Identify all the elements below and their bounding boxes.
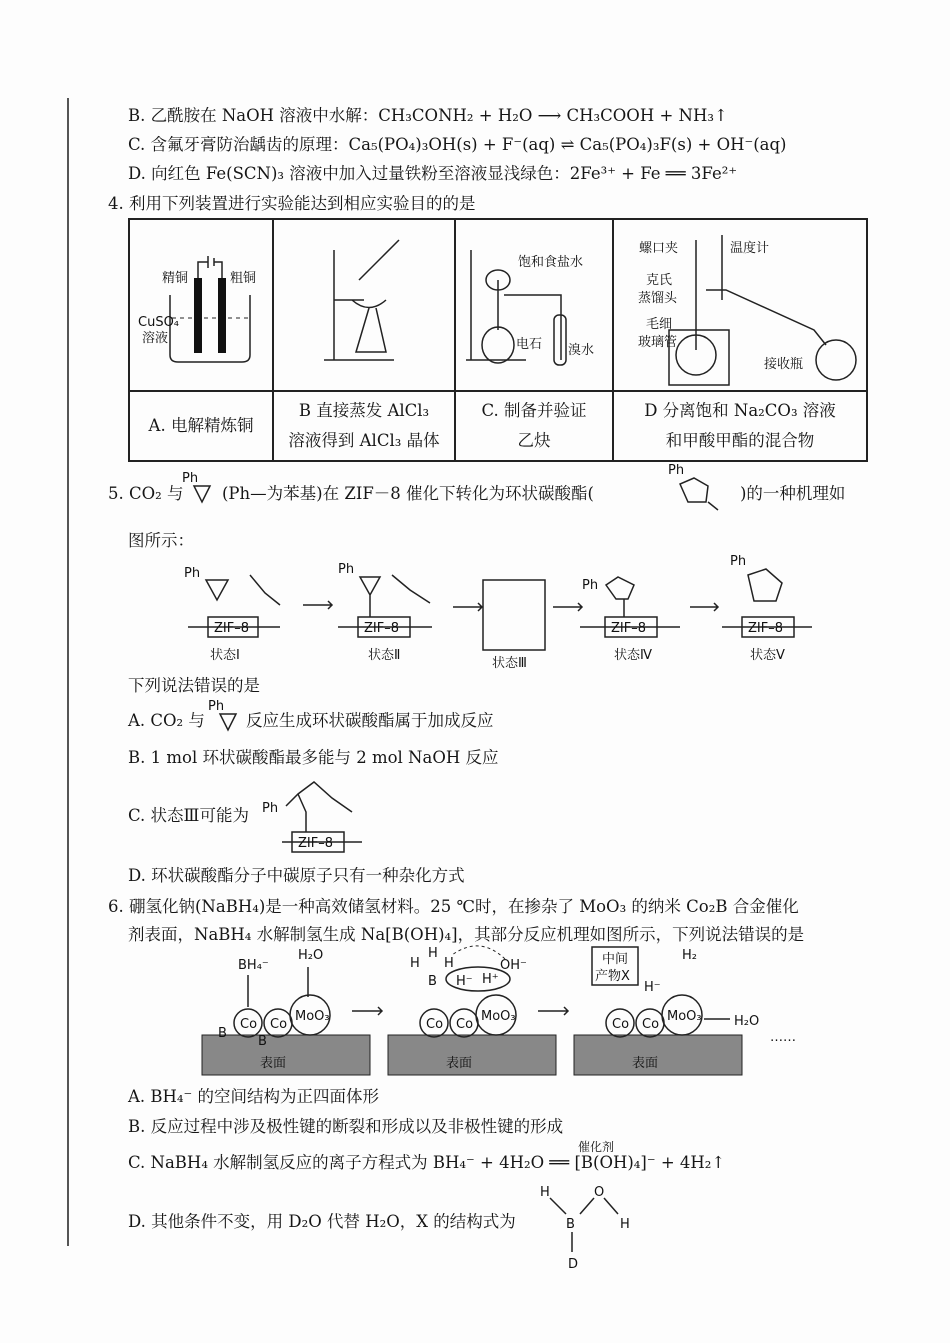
svg-text:H: H — [444, 956, 454, 971]
label-cuso4: CuSO₄ — [138, 315, 180, 330]
svg-text:Ph: Ph — [208, 699, 225, 714]
fig-distillation — [613, 219, 867, 391]
svg-text:H₂O: H₂O — [734, 1014, 760, 1029]
svg-text:状态Ⅰ: 状态Ⅰ — [210, 648, 240, 663]
svg-text:Ph: Ph — [668, 463, 685, 478]
svg-text:O: O — [594, 1185, 605, 1200]
svg-text:B: B — [566, 1217, 575, 1232]
q4-stem: 4. 利用下列装置进行实验能达到相应实验目的的是 — [108, 194, 476, 213]
svg-text:MoO₃: MoO₃ — [295, 1009, 330, 1024]
label-solution: 溶液 — [142, 331, 169, 346]
q5-option-c: C. 状态Ⅲ可能为 — [128, 806, 249, 825]
q4-option-a: A. 电解精炼铜 — [129, 391, 273, 461]
svg-text:H₂O: H₂O — [298, 948, 324, 963]
q6-mechanism-figure — [200, 945, 840, 1080]
q6-option-a: A. BH₄⁻ 的空间结构为正四面体形 — [128, 1087, 379, 1106]
state-5 — [722, 554, 812, 663]
svg-text:H: H — [540, 1185, 550, 1200]
q5-option-a-1: A. CO₂ 与 — [128, 711, 205, 730]
svg-text:B: B — [428, 974, 437, 989]
svg-text:Ph: Ph — [730, 554, 747, 569]
svg-text:H: H — [428, 946, 438, 961]
q5-stem-b: (Ph—为苯基)在 ZIF－8 催化下转化为环状碳酸酯( — [222, 484, 594, 503]
svg-text:Co: Co — [456, 1017, 474, 1032]
q3-option-d: D. 向红色 Fe(SCN)₃ 溶液中加入过量铁粉至溶液显浅绿色：2Fe³⁺ + Fe ══ 3Fe²⁺ — [128, 164, 738, 183]
fig-evaporation — [273, 219, 455, 391]
q5-option-b: B. 1 mol 环状碳酸酯最多能与 2 mol NaOH 反应 — [128, 748, 499, 767]
q5-option-d: D. 环状碳酸酯分子中碳原子只有一种杂化方式 — [128, 866, 465, 885]
svg-text:ZIF–8: ZIF–8 — [214, 621, 249, 636]
q6-option-d: D. 其他条件不变，用 D₂O 代替 H₂O，X 的结构式为 — [128, 1212, 516, 1231]
fig-acetylene — [455, 219, 613, 391]
label-thermometer: 温度计 — [730, 241, 770, 256]
q5-ask: 下列说法错误的是 — [128, 676, 260, 695]
q5-stem-c: )的一种机理如 — [740, 484, 846, 503]
svg-text:MoO₃: MoO₃ — [667, 1009, 702, 1024]
svg-text:状态Ⅴ: 状态Ⅴ — [750, 648, 785, 663]
svg-text:Co: Co — [426, 1017, 444, 1032]
q3-option-b: B. 乙酰胺在 NaOH 溶液中水解：CH₃CONH₂ + H₂O ⟶ CH₃COOH + NH₃↑ — [128, 106, 728, 125]
svg-text:H₂: H₂ — [682, 948, 697, 963]
svg-text:B: B — [218, 1026, 227, 1041]
svg-text:……: …… — [770, 1030, 796, 1045]
svg-text:OH⁻: OH⁻ — [500, 958, 527, 973]
epoxide-structure-a — [206, 700, 246, 736]
svg-text:BH₄⁻: BH₄⁻ — [238, 958, 269, 973]
panel-2 — [388, 946, 568, 1075]
cyclic-carbonate-structure — [668, 462, 728, 512]
q4-option-c: C. 制备并验证 乙炔 — [455, 391, 613, 461]
label-receiver: 接收瓶 — [764, 357, 804, 372]
svg-text:表面: 表面 — [260, 1056, 287, 1071]
q5-mechanism-scheme — [170, 555, 870, 675]
svg-text:Ph: Ph — [582, 578, 599, 593]
q4-apparatus-table — [128, 218, 868, 462]
label-brine: 饱和食盐水 — [518, 255, 584, 270]
svg-text:H⁺: H⁺ — [482, 972, 499, 987]
svg-text:H⁻: H⁻ — [456, 974, 473, 989]
epoxide-structure — [180, 472, 220, 512]
svg-text:表面: 表面 — [446, 1056, 473, 1071]
structure-x — [538, 1178, 638, 1278]
svg-text:H⁻: H⁻ — [644, 980, 661, 995]
svg-text:H: H — [410, 956, 420, 971]
svg-text:Ph: Ph — [182, 471, 199, 486]
svg-text:Co: Co — [270, 1017, 288, 1032]
panel-3 — [574, 947, 796, 1075]
label-bromine-water: 溴水 — [568, 343, 595, 358]
state-4 — [580, 577, 718, 663]
svg-text:产物X: 产物X — [595, 969, 630, 984]
label-capillary-2: 玻璃管 — [638, 335, 678, 350]
q5-option-a-2: 反应生成环状碳酸酯属于加成反应 — [246, 711, 494, 730]
q4-option-d: D 分离饱和 Na₂CO₃ 溶液 和甲酸甲酯的混合物 — [613, 391, 867, 461]
state-3-structure — [262, 772, 382, 862]
svg-text:状态Ⅲ: 状态Ⅲ — [492, 656, 527, 671]
label-fine-copper: 精铜 — [162, 271, 189, 286]
svg-text:ZIF–8: ZIF–8 — [298, 836, 333, 851]
q6-stem-2: 剂表面，NaBH₄ 水解制氢生成 Na[B(OH)₄]，其部分反应机理如图所示，下列说法错误的是 — [128, 925, 805, 944]
label-capillary-1: 毛细 — [646, 317, 673, 332]
q6-option-c: C. NaBH₄ 水解制氢反应的离子方程式为 BH₄⁻ + 4H₂O ══ [B(OH)₄]⁻ + 4H₂↑ — [128, 1153, 726, 1172]
svg-text:Ph: Ph — [338, 562, 355, 577]
fig-electrolysis — [129, 219, 273, 391]
svg-text:Ph: Ph — [184, 566, 201, 581]
margin-line — [67, 98, 69, 1246]
label-crude-copper: 粗铜 — [230, 271, 257, 286]
svg-text:ZIF–8: ZIF–8 — [611, 621, 646, 636]
q5-stem-2: 图所示： — [128, 531, 194, 550]
svg-text:中间: 中间 — [602, 952, 629, 967]
svg-text:ZIF–8: ZIF–8 — [364, 621, 399, 636]
q4-option-b: B 直接蒸发 AlCl₃ 溶液得到 AlCl₃ 晶体 — [273, 391, 455, 461]
svg-text:Co: Co — [642, 1017, 660, 1032]
svg-text:Co: Co — [240, 1017, 258, 1032]
label-claisen-2: 蒸馏头 — [638, 291, 678, 306]
state-1 — [184, 566, 332, 663]
svg-text:H: H — [620, 1217, 630, 1232]
state-3 — [483, 580, 582, 671]
svg-text:Co: Co — [612, 1017, 630, 1032]
svg-text:状态Ⅳ: 状态Ⅳ — [614, 648, 652, 663]
label-claisen-1: 克氏 — [646, 273, 673, 288]
q3-option-c: C. 含氟牙膏防治龋齿的原理：Ca₅(PO₄)₃OH(s) + F⁻(aq) ⇌ Ca₅(PO₄)₃F(s) + OH⁻(aq) — [128, 135, 787, 154]
label-carbide: 电石 — [516, 337, 543, 352]
svg-text:ZIF–8: ZIF–8 — [748, 621, 783, 636]
svg-text:B: B — [258, 1034, 267, 1049]
state-2 — [338, 562, 482, 663]
q6-option-b: B. 反应过程中涉及极性键的断裂和形成以及非极性键的形成 — [128, 1117, 564, 1136]
catalyst-label: 催化剂 — [578, 1140, 615, 1154]
q5-stem-a: 5. CO₂ 与 — [108, 484, 184, 503]
q6-stem-1: 6. 硼氢化钠(NaBH₄)是一种高效储氢材料。25 ℃时，在掺杂了 MoO₃ 的纳米 Co₂B 合金催化 — [108, 897, 799, 916]
svg-text:Ph: Ph — [262, 801, 279, 816]
svg-text:状态Ⅱ: 状态Ⅱ — [368, 648, 401, 663]
svg-text:表面: 表面 — [632, 1056, 659, 1071]
svg-text:MoO₃: MoO₃ — [481, 1009, 516, 1024]
panel-1 — [202, 948, 382, 1075]
svg-text:D: D — [568, 1257, 579, 1272]
label-screw-clamp: 螺口夹 — [639, 241, 679, 256]
